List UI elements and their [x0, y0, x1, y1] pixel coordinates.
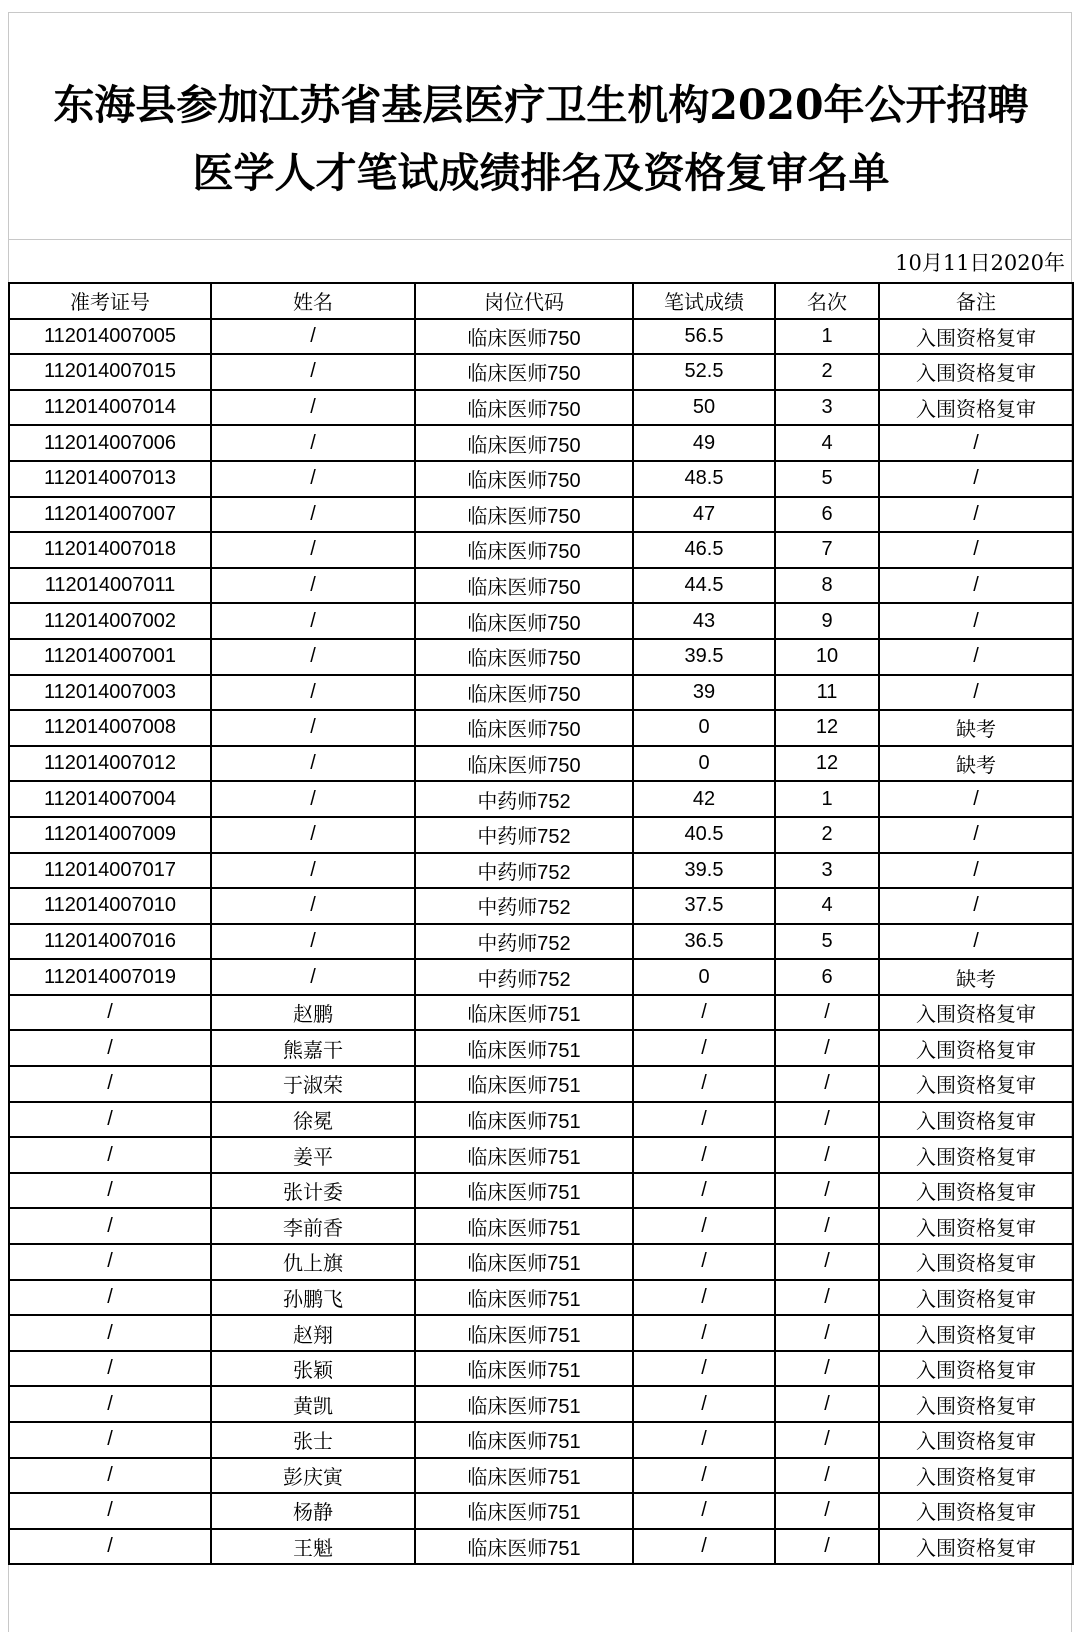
position-code-cell: 临床医师750: [415, 390, 633, 426]
rank-cell: /: [775, 1137, 879, 1173]
rank-cell: 5: [775, 924, 879, 960]
remark-cell: /: [879, 532, 1073, 568]
table-row: [9, 853, 1073, 889]
exam-id-cell: /: [9, 1102, 211, 1138]
remark-cell: /: [879, 853, 1073, 889]
score-cell: 39: [633, 675, 775, 711]
name-cell: /: [211, 853, 415, 889]
remark-cell: /: [879, 603, 1073, 639]
position-code-cell: 中药师752: [415, 924, 633, 960]
rank-cell: 4: [775, 425, 879, 461]
position-code-cell: 中药师752: [415, 781, 633, 817]
position-code-cell: 临床医师750: [415, 568, 633, 604]
exam-id-cell: 112014007017: [9, 853, 211, 889]
exam-id-cell: 112014007010: [9, 888, 211, 924]
rank-cell: /: [775, 1493, 879, 1529]
position-code-cell: 临床医师751: [415, 1102, 633, 1138]
rank-cell: 12: [775, 710, 879, 746]
rank-cell: 8: [775, 568, 879, 604]
table-header-row: [9, 283, 1073, 319]
position-code-cell: 临床医师751: [415, 1351, 633, 1387]
rank-cell: 3: [775, 390, 879, 426]
date-row: [8, 240, 1072, 282]
name-cell: 于淑荣: [211, 1066, 415, 1102]
remark-cell: 缺考: [879, 959, 1073, 995]
position-code-cell: 临床医师751: [415, 1386, 633, 1422]
column-header: 名次: [775, 283, 879, 319]
table-row: [9, 995, 1073, 1031]
name-cell: 孙鹏飞: [211, 1280, 415, 1316]
name-cell: /: [211, 675, 415, 711]
position-code-cell: 中药师752: [415, 888, 633, 924]
rank-cell: /: [775, 1386, 879, 1422]
rank-cell: /: [775, 1280, 879, 1316]
rank-cell: /: [775, 1030, 879, 1066]
name-cell: /: [211, 710, 415, 746]
table-row: [9, 1208, 1073, 1244]
column-header: 笔试成绩: [633, 283, 775, 319]
remark-cell: 入围资格复审: [879, 1066, 1073, 1102]
remark-cell: 入围资格复审: [879, 354, 1073, 390]
score-cell: 44.5: [633, 568, 775, 604]
score-cell: 56.5: [633, 319, 775, 355]
name-cell: /: [211, 959, 415, 995]
position-code-cell: 临床医师750: [415, 461, 633, 497]
score-cell: 36.5: [633, 924, 775, 960]
score-cell: 39.5: [633, 639, 775, 675]
table-row: [9, 1102, 1073, 1138]
remark-cell: 入围资格复审: [879, 1208, 1073, 1244]
rank-cell: 10: [775, 639, 879, 675]
name-cell: /: [211, 390, 415, 426]
exam-id-cell: /: [9, 1529, 211, 1565]
score-cell: /: [633, 1066, 775, 1102]
rank-cell: 12: [775, 746, 879, 782]
column-header: 岗位代码: [415, 283, 633, 319]
table-row: [9, 568, 1073, 604]
name-cell: 仇上旗: [211, 1244, 415, 1280]
name-cell: 张计委: [211, 1173, 415, 1209]
table-row: [9, 532, 1073, 568]
rank-cell: /: [775, 1315, 879, 1351]
remark-cell: /: [879, 639, 1073, 675]
document-title-line-1: 东海县参加江苏省基层医疗卫生机构2020年公开招聘: [53, 81, 1029, 129]
remark-cell: /: [879, 924, 1073, 960]
exam-id-cell: 112014007009: [9, 817, 211, 853]
name-cell: 赵鹏: [211, 995, 415, 1031]
name-cell: 张士: [211, 1422, 415, 1458]
name-cell: 黄凯: [211, 1386, 415, 1422]
exam-id-cell: /: [9, 995, 211, 1031]
position-code-cell: 临床医师750: [415, 710, 633, 746]
remark-cell: 入围资格复审: [879, 1137, 1073, 1173]
table-row: [9, 1422, 1073, 1458]
score-cell: /: [633, 1315, 775, 1351]
position-code-cell: 临床医师750: [415, 354, 633, 390]
score-cell: 50: [633, 390, 775, 426]
position-code-cell: 临床医师751: [415, 1280, 633, 1316]
table-row: [9, 1066, 1073, 1102]
exam-id-cell: 112014007015: [9, 354, 211, 390]
score-cell: /: [633, 1102, 775, 1138]
exam-id-cell: /: [9, 1280, 211, 1316]
name-cell: /: [211, 817, 415, 853]
name-cell: /: [211, 425, 415, 461]
rank-cell: /: [775, 995, 879, 1031]
name-cell: /: [211, 461, 415, 497]
score-cell: 39.5: [633, 853, 775, 889]
table-row: [9, 888, 1073, 924]
score-cell: /: [633, 1173, 775, 1209]
remark-cell: /: [879, 888, 1073, 924]
column-header: 准考证号: [9, 283, 211, 319]
score-cell: 43: [633, 603, 775, 639]
rank-cell: /: [775, 1066, 879, 1102]
rank-cell: /: [775, 1422, 879, 1458]
name-cell: /: [211, 603, 415, 639]
table-row: [9, 390, 1073, 426]
exam-id-cell: 112014007012: [9, 746, 211, 782]
table-row: [9, 1529, 1073, 1565]
score-cell: 0: [633, 710, 775, 746]
exam-id-cell: /: [9, 1422, 211, 1458]
score-cell: /: [633, 1030, 775, 1066]
position-code-cell: 临床医师751: [415, 1422, 633, 1458]
score-cell: 37.5: [633, 888, 775, 924]
score-cell: 0: [633, 746, 775, 782]
score-cell: /: [633, 1529, 775, 1565]
exam-id-cell: /: [9, 1066, 211, 1102]
remark-cell: /: [879, 461, 1073, 497]
table-row: [9, 781, 1073, 817]
remark-cell: 入围资格复审: [879, 1422, 1073, 1458]
score-cell: /: [633, 1244, 775, 1280]
score-cell: 40.5: [633, 817, 775, 853]
table-row: [9, 603, 1073, 639]
position-code-cell: 临床医师751: [415, 1030, 633, 1066]
exam-id-cell: 112014007003: [9, 675, 211, 711]
rank-cell: 2: [775, 817, 879, 853]
score-cell: /: [633, 995, 775, 1031]
name-cell: /: [211, 639, 415, 675]
rank-cell: /: [775, 1102, 879, 1138]
remark-cell: 入围资格复审: [879, 1458, 1073, 1494]
table-row: [9, 817, 1073, 853]
rank-cell: 3: [775, 853, 879, 889]
remark-cell: /: [879, 425, 1073, 461]
exam-id-cell: /: [9, 1315, 211, 1351]
remark-cell: 入围资格复审: [879, 1315, 1073, 1351]
rank-cell: /: [775, 1529, 879, 1565]
score-cell: 0: [633, 959, 775, 995]
exam-id-cell: 112014007004: [9, 781, 211, 817]
table-row: [9, 1173, 1073, 1209]
score-cell: /: [633, 1208, 775, 1244]
rank-cell: /: [775, 1351, 879, 1387]
name-cell: /: [211, 746, 415, 782]
position-code-cell: 临床医师750: [415, 532, 633, 568]
name-cell: /: [211, 781, 415, 817]
exam-id-cell: 112014007011: [9, 568, 211, 604]
remark-cell: 入围资格复审: [879, 995, 1073, 1031]
table-row: [9, 639, 1073, 675]
remark-cell: /: [879, 817, 1073, 853]
position-code-cell: 临床医师750: [415, 497, 633, 533]
rank-cell: 1: [775, 319, 879, 355]
exam-id-cell: /: [9, 1351, 211, 1387]
position-code-cell: 临床医师751: [415, 1315, 633, 1351]
remark-cell: 入围资格复审: [879, 1030, 1073, 1066]
table-row: [9, 1458, 1073, 1494]
name-cell: /: [211, 354, 415, 390]
name-cell: /: [211, 532, 415, 568]
name-cell: /: [211, 497, 415, 533]
remark-cell: 入围资格复审: [879, 390, 1073, 426]
score-cell: /: [633, 1458, 775, 1494]
position-code-cell: 临床医师751: [415, 1208, 633, 1244]
name-cell: 徐冕: [211, 1102, 415, 1138]
table-row: [9, 1386, 1073, 1422]
rank-cell: 9: [775, 603, 879, 639]
exam-id-cell: /: [9, 1493, 211, 1529]
table-row: [9, 1493, 1073, 1529]
table-row: [9, 746, 1073, 782]
exam-id-cell: 112014007014: [9, 390, 211, 426]
position-code-cell: 临床医师751: [415, 1244, 633, 1280]
score-cell: /: [633, 1386, 775, 1422]
rank-cell: /: [775, 1208, 879, 1244]
rank-cell: /: [775, 1244, 879, 1280]
exam-id-cell: /: [9, 1244, 211, 1280]
remark-cell: 入围资格复审: [879, 319, 1073, 355]
remark-cell: /: [879, 568, 1073, 604]
remark-cell: /: [879, 675, 1073, 711]
score-cell: /: [633, 1137, 775, 1173]
position-code-cell: 临床医师750: [415, 319, 633, 355]
exam-id-cell: /: [9, 1137, 211, 1173]
position-code-cell: 临床医师750: [415, 639, 633, 675]
name-cell: 张颖: [211, 1351, 415, 1387]
table-row: [9, 354, 1073, 390]
exam-id-cell: 112014007006: [9, 425, 211, 461]
position-code-cell: 临床医师750: [415, 425, 633, 461]
remark-cell: 入围资格复审: [879, 1173, 1073, 1209]
exam-id-cell: /: [9, 1208, 211, 1244]
name-cell: 赵翔: [211, 1315, 415, 1351]
exam-id-cell: /: [9, 1030, 211, 1066]
name-cell: 姜平: [211, 1137, 415, 1173]
exam-id-cell: 112014007018: [9, 532, 211, 568]
position-code-cell: 中药师752: [415, 853, 633, 889]
name-cell: /: [211, 568, 415, 604]
remark-cell: 入围资格复审: [879, 1244, 1073, 1280]
table-row: [9, 461, 1073, 497]
score-cell: /: [633, 1493, 775, 1529]
document-date: 10月11日2020年: [895, 251, 1065, 275]
score-cell: 52.5: [633, 354, 775, 390]
name-cell: 王魁: [211, 1529, 415, 1565]
name-cell: 熊嘉干: [211, 1030, 415, 1066]
remark-cell: 入围资格复审: [879, 1493, 1073, 1529]
table-row: [9, 710, 1073, 746]
position-code-cell: 临床医师751: [415, 1529, 633, 1565]
position-code-cell: 临床医师750: [415, 746, 633, 782]
results-table: [8, 282, 1074, 1565]
name-cell: /: [211, 888, 415, 924]
exam-id-cell: 112014007002: [9, 603, 211, 639]
rank-cell: 6: [775, 497, 879, 533]
column-header: 备注: [879, 283, 1073, 319]
exam-id-cell: /: [9, 1386, 211, 1422]
remark-cell: 入围资格复审: [879, 1102, 1073, 1138]
rank-cell: /: [775, 1458, 879, 1494]
remark-cell: 入围资格复审: [879, 1386, 1073, 1422]
table-row: [9, 959, 1073, 995]
exam-id-cell: 112014007016: [9, 924, 211, 960]
title-box: [8, 12, 1072, 240]
rank-cell: 4: [775, 888, 879, 924]
table-row: [9, 675, 1073, 711]
remark-cell: 入围资格复审: [879, 1280, 1073, 1316]
position-code-cell: 临床医师751: [415, 1458, 633, 1494]
remark-cell: 入围资格复审: [879, 1529, 1073, 1565]
table-row: [9, 319, 1073, 355]
table-row: [9, 1244, 1073, 1280]
table-row: [9, 497, 1073, 533]
exam-id-cell: /: [9, 1173, 211, 1209]
table-row: [9, 425, 1073, 461]
exam-id-cell: 112014007013: [9, 461, 211, 497]
position-code-cell: 中药师752: [415, 959, 633, 995]
score-cell: /: [633, 1422, 775, 1458]
remark-cell: /: [879, 781, 1073, 817]
name-cell: 杨静: [211, 1493, 415, 1529]
exam-id-cell: 112014007005: [9, 319, 211, 355]
score-cell: 49: [633, 425, 775, 461]
table-row: [9, 1030, 1073, 1066]
position-code-cell: 中药师752: [415, 817, 633, 853]
table-row: [9, 924, 1073, 960]
position-code-cell: 临床医师751: [415, 1493, 633, 1529]
name-cell: 彭庆寅: [211, 1458, 415, 1494]
position-code-cell: 临床医师750: [415, 603, 633, 639]
exam-id-cell: 112014007008: [9, 710, 211, 746]
rank-cell: /: [775, 1173, 879, 1209]
name-cell: /: [211, 924, 415, 960]
position-code-cell: 临床医师751: [415, 1137, 633, 1173]
table-row: [9, 1280, 1073, 1316]
document-title-line-2: 医学人才笔试成绩排名及资格复审名单: [192, 149, 890, 197]
score-cell: /: [633, 1280, 775, 1316]
score-cell: 48.5: [633, 461, 775, 497]
position-code-cell: 临床医师751: [415, 1066, 633, 1102]
remark-cell: 缺考: [879, 710, 1073, 746]
table-row: [9, 1137, 1073, 1173]
name-cell: /: [211, 319, 415, 355]
rank-cell: 7: [775, 532, 879, 568]
rank-cell: 6: [775, 959, 879, 995]
rank-cell: 2: [775, 354, 879, 390]
score-cell: 46.5: [633, 532, 775, 568]
rank-cell: 11: [775, 675, 879, 711]
table-row: [9, 1351, 1073, 1387]
position-code-cell: 临床医师751: [415, 995, 633, 1031]
exam-id-cell: 112014007001: [9, 639, 211, 675]
position-code-cell: 临床医师751: [415, 1173, 633, 1209]
table-row: [9, 1315, 1073, 1351]
name-cell: 李前香: [211, 1208, 415, 1244]
exam-id-cell: 112014007007: [9, 497, 211, 533]
exam-id-cell: /: [9, 1458, 211, 1494]
rank-cell: 5: [775, 461, 879, 497]
score-cell: /: [633, 1351, 775, 1387]
score-cell: 42: [633, 781, 775, 817]
remark-cell: 入围资格复审: [879, 1351, 1073, 1387]
position-code-cell: 临床医师750: [415, 675, 633, 711]
column-header: 姓名: [211, 283, 415, 319]
remark-cell: /: [879, 497, 1073, 533]
remark-cell: 缺考: [879, 746, 1073, 782]
exam-id-cell: 112014007019: [9, 959, 211, 995]
score-cell: 47: [633, 497, 775, 533]
rank-cell: 1: [775, 781, 879, 817]
